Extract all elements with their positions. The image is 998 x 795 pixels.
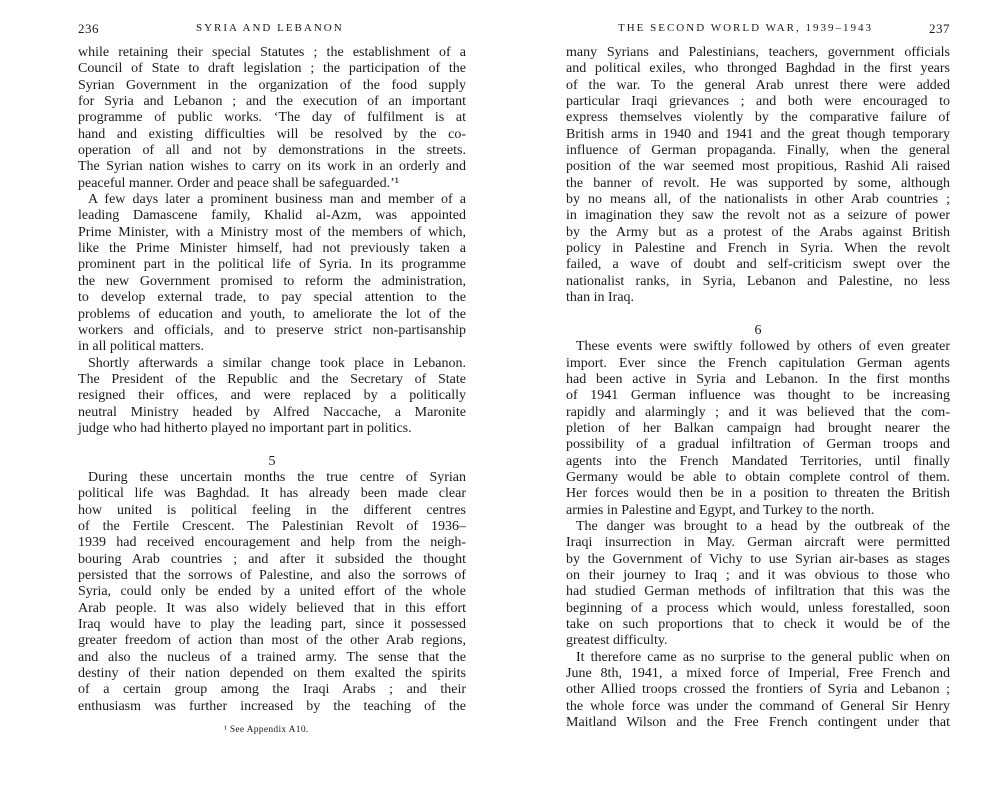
text-line: rapidly and alarmingly ; and it was believed that the com- — [566, 404, 950, 420]
text-line: greatest difficulty. — [566, 633, 668, 649]
text-line: Arab people. It was also widely believed that in this effort — [78, 600, 466, 616]
text-line: and political exiles, who thronged Baghdad in the first years — [566, 61, 950, 77]
page-number: 237 — [929, 21, 950, 36]
section-gap — [78, 437, 466, 453]
text-line: operation of all and not by demonstrations in the streets. — [78, 143, 466, 159]
text-line: Iraqi insurrection in May. German aircraft were permitted — [566, 535, 950, 551]
text-line: A few days later a prominent business man and member of a — [88, 192, 466, 208]
text-line: the banner of revolt. He was supported by some, although — [566, 175, 950, 191]
text-line: nationalist ranks, in Syria, Lebanon and Palestine, no less — [566, 273, 950, 289]
text-line: particular Iraqi grievances ; and both were encouraged to — [566, 94, 950, 110]
body-text — [78, 45, 466, 715]
text-line: political life was Baghdad. It has already been made clear — [78, 486, 466, 502]
text-line: the new Government promised to reform the administration, — [78, 273, 466, 289]
page-number: 236 — [78, 21, 99, 36]
body-text — [566, 45, 950, 731]
text-line: take on such proportions that to check it would be of the — [566, 617, 950, 633]
right-page — [566, 0, 950, 795]
text-line: pletion of her Balkan campaign had brought nearer the — [566, 420, 950, 436]
text-line: resigned their offices, and were replaced by a politically — [78, 388, 466, 404]
text-line: Maitland Wilson and the Free French contingent under that — [566, 715, 950, 731]
text-line: influence of German propaganda. Finally, when the general — [566, 143, 950, 159]
text-line: agents into the French Mandated Territories, until finally — [566, 453, 950, 469]
left-page — [78, 0, 466, 795]
text-line: 1939 had received encouragement and help from the neigh- — [78, 535, 466, 551]
text-line: armies in Palestine and Egypt, and Turkey to the north. — [566, 502, 875, 518]
footnote: ¹ See Appendix A10. — [224, 725, 309, 735]
text-line: hand and existing difficulties will be resolved by the co- — [78, 126, 466, 142]
text-line: in imagination they saw the revolt not as a seizure of power — [566, 208, 950, 224]
text-line: bouring Arab countries ; and after it subsided the thought — [78, 551, 466, 567]
text-line: enthusiasm was further increased by the teaching of the — [78, 698, 466, 714]
text-line: policy in Palestine and French in Syria. When the revolt — [566, 241, 950, 257]
text-line: import. Ever since the French capitulation German agents — [566, 355, 950, 371]
text-line: by the Army but as a protest of the Arabs against British — [566, 224, 950, 240]
text-line: possibility of a gradual infiltration of German troops and — [566, 437, 950, 453]
running-head — [78, 22, 466, 40]
text-line: by the Government of Vichy to use Syrian air-bases as stages — [566, 551, 950, 567]
text-line: by no means all, of the nationalists in other Arab countries ; — [566, 192, 950, 208]
section-number: 6 — [754, 322, 762, 338]
text-line: The President of the Republic and the Secretary of State — [78, 371, 466, 387]
text-line: June 8th, 1941, a mixed force of Imperial, Free French and — [566, 666, 950, 682]
text-line: Syria, could only be ended by a united effort of the whole — [78, 584, 466, 600]
text-line: the whole force was under the command of General Sir Henry — [566, 698, 950, 714]
text-line: workers and officials, and to preserve strict non-partisanship — [78, 322, 466, 338]
section-gap — [566, 307, 950, 323]
text-line: The Syrian nation wishes to carry on its work in an orderly and — [78, 159, 466, 175]
text-line: Council of State to draft legislation ; the participation of the — [78, 61, 466, 77]
text-line: neutral Ministry headed by Alfred Naccache, a Maronite — [78, 404, 466, 420]
text-line: while retaining their special Statutes ; the establishment of a — [78, 45, 466, 60]
text-line: greater freedom of action than most of the other Arab regions, — [78, 633, 466, 649]
text-line: in all political matters. — [78, 339, 204, 355]
running-head — [566, 22, 950, 40]
text-line: many Syrians and Palestinians, teachers, government officials — [566, 45, 950, 60]
text-line: had been active in Syria and Lebanon. In the first months — [566, 371, 950, 387]
text-line: leading Damascene family, Khalid al-Azm, was appointed — [78, 208, 466, 224]
section-number: 5 — [268, 453, 276, 469]
text-line: Syrian Government in the organization of the food supply — [78, 77, 466, 93]
text-line: Germany would be able to obtain complete control of them. — [566, 469, 950, 485]
text-line: programme of public works. ‘The day of fulfilment is at — [78, 110, 466, 126]
text-line: It therefore came as no surprise to the general public when on — [576, 649, 950, 665]
text-line: persisted that the sorrows of Palestine, and also the sorrows of — [78, 568, 466, 583]
text-line: like the Prime Minister himself, had not previously taken a — [78, 241, 466, 257]
text-line: to develop external trade, to pay special attention to the — [78, 290, 466, 306]
text-line: of the war. To the general Arab unrest there were added — [566, 77, 950, 93]
text-line: and also the nucleus of a trained army. The sense that the — [78, 649, 466, 665]
text-line: prominent part in the political life of Syria. In its programme — [78, 257, 466, 273]
text-line: problems of education and youth, to ameliorate the lot of the — [78, 306, 466, 322]
text-line: peaceful manner. Order and peace shall be safeguarded.’¹ — [78, 175, 399, 191]
text-line: had studied German methods of infiltration that this was the — [566, 584, 950, 600]
running-title: THE SECOND WORLD WAR, 1939–1943 — [618, 22, 874, 34]
text-line: destiny of their nation depended on them exalted the spirits — [78, 666, 466, 682]
text-line: how united is political feeling in the different centres — [78, 502, 466, 518]
text-line: These events were swiftly followed by others of even greater — [576, 339, 950, 355]
text-line: than in Iraq. — [566, 290, 635, 306]
text-line: position of the war seemed most propitious, Rashid Ali raised — [566, 159, 950, 175]
text-line: British arms in 1940 and 1941 and the great though temporary — [566, 126, 950, 142]
text-line: on their journey to Iraq ; and it was obvious to those who — [566, 568, 950, 583]
text-line: of the Fertile Crescent. The Palestinian Revolt of 1936– — [78, 518, 466, 534]
running-title: SYRIA AND LEBANON — [196, 22, 344, 34]
text-line: of a certain group among the Iraqi Arabs ; and their — [78, 682, 466, 698]
text-line: beginning of a process which would, unless forestalled, soon — [566, 600, 950, 616]
text-line: failed, a wave of doubt and self-criticism swept over the — [566, 257, 950, 273]
text-line: other Allied troops crossed the frontiers of Syria and Lebanon ; — [566, 682, 950, 698]
text-line: The danger was brought to a head by the outbreak of the — [576, 518, 950, 534]
text-line: Iraq would have to play the leading part, since it possessed — [78, 617, 466, 633]
text-line: Prime Minister, with a Ministry most of the members of which, — [78, 224, 466, 240]
text-line: for Syria and Lebanon ; and the execution of an important — [78, 94, 466, 110]
text-line: Her forces would then be in a position to threaten the British — [566, 486, 950, 502]
text-line: During these uncertain months the true centre of Syrian — [88, 469, 466, 485]
text-line: express themselves violently by the comparative failure of — [566, 110, 950, 126]
text-line: of 1941 German influence was thought to be increasing — [566, 388, 950, 404]
text-line: judge who had hitherto played no important part in politics. — [78, 420, 412, 436]
text-line: Shortly afterwards a similar change took place in Lebanon. — [88, 355, 466, 371]
